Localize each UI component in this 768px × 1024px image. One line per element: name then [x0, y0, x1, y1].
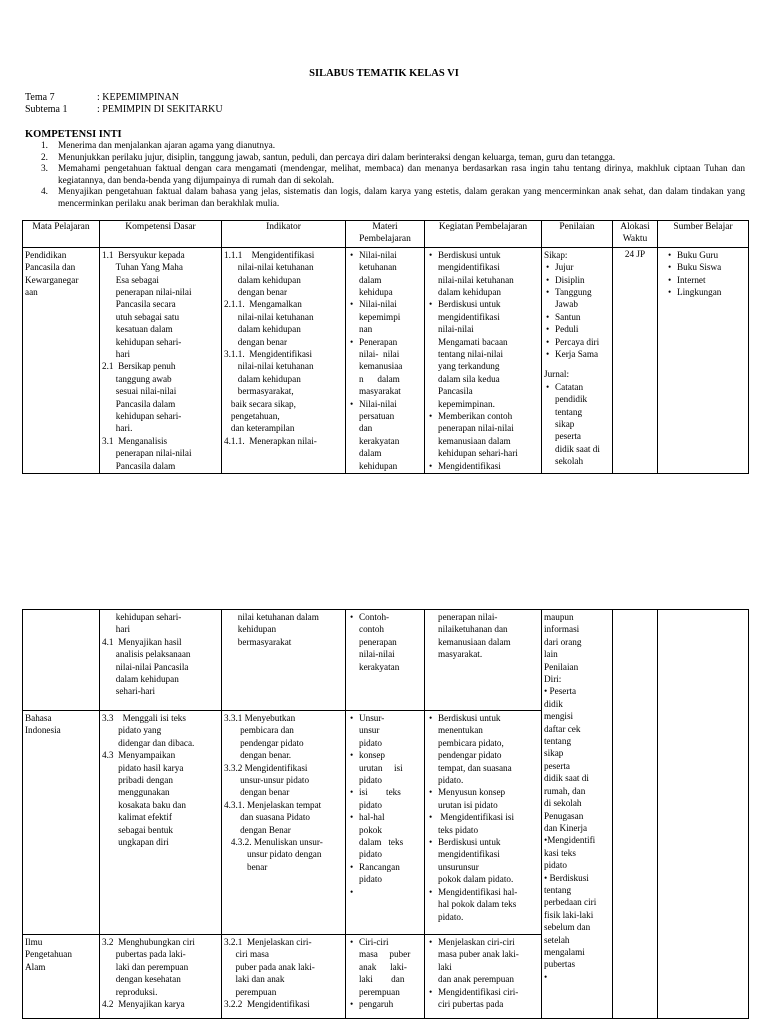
text-line: Ilmu: [25, 937, 43, 947]
text-line: analisis pelaksanaan: [102, 649, 191, 660]
cell-indikator: [222, 610, 346, 711]
list-item: laki: [438, 961, 452, 972]
list-item: menentukan: [438, 725, 483, 736]
list-item: kepemimpinan.: [438, 398, 495, 409]
text-line: laki dan perempuan: [102, 961, 189, 972]
text-line: sesuai nilai-nilai: [102, 386, 177, 397]
text-line: maupun: [544, 612, 574, 622]
bullet-group: [348, 712, 422, 749]
list-item: urutan isi: [359, 762, 403, 773]
text-line: 3.3 Menggali isi teks: [102, 713, 186, 723]
list-item: • Kerja Sama: [544, 348, 610, 360]
text-line: di sekolah: [544, 798, 582, 809]
text-line: 2.1 Bersikap penuh: [102, 361, 176, 372]
cell-indikator: [222, 935, 346, 1019]
text-line: didengar dan dibaca.: [102, 737, 195, 748]
cell-mapel: [23, 247, 100, 473]
text-line: Pancasila dalam: [102, 460, 176, 471]
text-line: tentang: [544, 884, 572, 895]
text-line: mengisi: [544, 711, 574, 722]
text-line: Esa sebagai: [102, 274, 159, 285]
list-item: • Memberikan contoh: [427, 410, 539, 422]
text-line: kehidupan sehari-: [102, 411, 182, 422]
list-item: dalam sila kedua: [438, 373, 500, 384]
text-line: kemanusiaan dalam: [438, 636, 511, 647]
bullet-group: [348, 749, 422, 786]
bullet-group: [427, 786, 539, 811]
header-mata-pelajaran: Mata Pelajaran: [23, 221, 100, 248]
list-item: Mengamati bacaan: [438, 336, 508, 347]
text-line: lain: [544, 649, 558, 660]
header-kegiatan: Kegiatan Pembelajaran: [425, 221, 542, 248]
text-line: nilai-nilai Pancasila: [102, 661, 189, 672]
list-item: unsur: [359, 725, 380, 736]
bullet-group: [348, 936, 422, 998]
text-line: nilai-nilai ketuhanan: [224, 311, 314, 322]
text-line: 3.2 Menghubungkan ciri: [102, 937, 195, 947]
list-item: persatuan: [359, 411, 395, 422]
list-item: ketuhanan: [359, 262, 397, 273]
text-line: informasi: [544, 624, 580, 635]
text-line: rumah, dan: [544, 785, 586, 796]
list-item: • Penerapan: [348, 336, 422, 348]
text-line: Indonesia: [25, 725, 61, 736]
text-line: 1.1 Bersyukur kepada: [102, 249, 185, 260]
text-line: 3.1.1. Mengidentifikasi: [224, 349, 313, 359]
text-line: dengan kesehatan: [102, 974, 181, 985]
list-item: tentang nilai-nilai: [438, 349, 504, 359]
list-item: penerapan nilai-nilai: [438, 423, 514, 434]
text-line: kehidupan: [224, 624, 277, 635]
list-item: nilai-nilai ketuhanan: [438, 274, 514, 285]
text-line: perbedaan ciri: [544, 897, 597, 908]
text-line: unsur-unsur pidato: [224, 775, 310, 786]
text-line: penerapan nilai-nilai: [102, 286, 192, 297]
cell-kegiatan: [425, 711, 542, 935]
text-line: 2.1.1. Mengamalkan: [224, 299, 302, 310]
text-line: kehidupan sehari-: [102, 612, 182, 622]
text-line: dan Kinerja: [544, 822, 588, 833]
list-item: • Nilai-nilai: [348, 298, 422, 310]
cell-indikator: [222, 711, 346, 935]
text-line: bermasyarakat,: [224, 386, 294, 397]
text-line: Penugasan: [544, 810, 584, 821]
list-item: • Buku Siswa: [666, 261, 746, 273]
text-line: Diri:: [544, 674, 562, 685]
list-item: teks pidato: [438, 824, 479, 835]
list-item: pidato.: [438, 775, 464, 786]
text-line: 4.1.1. Menerapkan nilai-: [224, 435, 317, 446]
cell-mapel: [23, 935, 100, 1019]
text-line: dalam kehidupan: [224, 373, 301, 384]
cell-materi: [346, 935, 425, 1019]
cell-penilaian: [542, 610, 613, 1019]
page-title: SILABUS TEMATIK KELAS VI: [309, 68, 459, 79]
bullet-group: [348, 298, 422, 335]
list-item: • Lingkungan: [666, 286, 746, 298]
meta-subtema: Subtema 1 : PEMIMPIN DI SEKITARKU: [25, 104, 223, 115]
text-line: ungkapan diri: [102, 837, 169, 848]
list-item: kerakyatan: [359, 435, 400, 446]
text-line: dan suasana Pidato: [224, 812, 310, 823]
text-line: Pancasila secara: [102, 299, 176, 310]
text-line: hari: [102, 349, 131, 359]
list-item: • Santun: [544, 311, 610, 323]
text-line: setelah: [544, 934, 570, 945]
text-line: utuh sebagai satu: [102, 311, 180, 322]
list-item: 3. Memahami pengetahuan faktual dengan cara mengamati (mendengar, melihat, membaca) dan menanya berdasarkan rasa ingin tahu tentang dirinya, makhluk ciptaan Tuhan dan kegiatannya, dan benda-benda yang dijumpainya di rumah dan di sekolah.: [41, 164, 745, 186]
text-line: kehidupan sehari-: [102, 336, 182, 347]
text-line: nilai-nilai ketuhanan: [224, 262, 314, 273]
list-item: kemanusiaa: [359, 361, 403, 372]
table-row: [23, 610, 749, 711]
text-line: pengetahuan,: [224, 411, 280, 422]
text-line: 4.3.2. Menuliskan unsur-: [224, 837, 323, 848]
cell-alokasi: [613, 610, 658, 1019]
list-item: dalam: [359, 448, 382, 459]
list-item: pembicara pidato,: [438, 737, 504, 748]
text-line: 4.3.1. Menjelaskan tempat: [224, 799, 322, 810]
text-line: 4.2 Menyajikan karya: [102, 999, 185, 1010]
bullet-group: [427, 986, 539, 1011]
text-line: dalam kehidupan: [224, 274, 301, 285]
text-line: penerapan nilai-nilai: [102, 448, 192, 459]
list-item: ciri pubertas pada: [438, 999, 504, 1010]
cell-indikator: [222, 247, 346, 473]
text-line: dengan benar.: [224, 750, 292, 761]
list-item: dalam kehidupan: [438, 286, 502, 297]
text-line: • Berdiskusi: [544, 872, 589, 883]
text-line: dalam kehidupan: [224, 324, 301, 335]
text-line: masyarakat.: [438, 649, 483, 660]
bullet-group: [427, 460, 539, 472]
text-line: pubertas: [544, 959, 576, 970]
bullet-group: [427, 712, 539, 786]
list-item: kehidupa: [359, 286, 393, 297]
list-item: • Mengidentifikasi isi: [427, 811, 539, 823]
text-line: dan keterampilan: [224, 423, 295, 434]
list-item: contoh: [359, 624, 385, 635]
text-line: kesatuan dalam: [102, 324, 173, 335]
text-line: 3.1 Menganalisis: [102, 435, 168, 446]
list-item: pidato: [359, 775, 382, 786]
text-line: • Peserta: [544, 686, 577, 697]
bullet-group: [348, 336, 422, 398]
text-line: bermasyarakat: [224, 636, 292, 647]
cell-kegiatan: [425, 610, 542, 711]
list-item: dan anak perempuan: [438, 974, 515, 985]
list-item: • Menjelaskan ciri-ciri: [427, 936, 539, 948]
silabus-table-2: [22, 609, 749, 1019]
list-item: • Mengidentifikasi ciri-: [427, 986, 539, 998]
text-line: 3.3.2 Mengidentifikasi: [224, 762, 308, 773]
text-line: ciri masa: [224, 949, 269, 960]
bullet-group: [427, 836, 539, 886]
text-line: Kewarganegar: [25, 274, 79, 285]
cell-materi: [346, 247, 425, 473]
text-line: kalimat efektif: [102, 812, 172, 823]
bullet-group: [348, 861, 422, 886]
list-item: • Internet: [666, 274, 746, 286]
list-item: urutan isi pidato: [438, 799, 498, 810]
text-line: unsur pidato dengan: [224, 849, 322, 860]
cell-penilaian: Sikap: • Jujur • Disiplin • Tanggung Jawab • Santun • Peduli • Percaya diri • Kerja Sama Jurnal: • Catatan pendidik tentang sikap peserta didik saat di sekolah: [542, 247, 613, 473]
text-line: perempuan: [224, 986, 277, 997]
text-line: baik secara sikap,: [224, 398, 296, 409]
text-line: sehari-hari: [102, 686, 156, 697]
bullet-group: [348, 398, 422, 472]
list-item: dalam: [359, 274, 382, 285]
text-line: puber pada anak laki-: [224, 961, 315, 972]
text-line: benar: [224, 861, 268, 872]
meta-tema: Tema 7 : KEPEMIMPINAN: [25, 92, 179, 103]
list-item: • Jujur: [544, 261, 610, 273]
list-item: • Berdiskusi untuk: [427, 298, 539, 310]
cell-alokasi: 24 JP: [613, 247, 658, 473]
list-item: kemanusiaan dalam: [438, 435, 511, 446]
header-indikator: Indikator: [222, 221, 346, 248]
list-item: • hal-hal: [348, 811, 422, 823]
text-line: pidato: [544, 860, 567, 871]
cell-kegiatan: [425, 935, 542, 1019]
text-line: hari.: [102, 423, 133, 434]
list-item: laki dan: [359, 974, 405, 985]
text-line: reproduksi.: [102, 986, 158, 997]
text-line: tentang: [544, 736, 572, 747]
list-item: unsurunsur: [438, 861, 479, 872]
list-item: pidato.: [438, 911, 464, 922]
text-line: pendengar pidato: [224, 737, 304, 748]
list-item: pidato: [359, 874, 382, 885]
bullet-group: [348, 249, 422, 299]
kompetensi-inti-list: [25, 141, 745, 210]
list-item: • Berdiskusi untuk: [427, 712, 539, 724]
text-line: 4.3 Menyampaikan: [102, 750, 176, 761]
list-item: • Berdiskusi untuk: [427, 836, 539, 848]
text-line: dalam kehidupan: [102, 674, 179, 685]
cell-sumber: [658, 247, 749, 473]
text-line: mengalami: [544, 946, 585, 957]
bullet-group: [427, 811, 539, 836]
list-item: • Berdiskusi untuk: [427, 249, 539, 261]
cell-kompetensi-dasar: [100, 610, 222, 711]
list-item: • Mengidentifikasi: [427, 460, 539, 472]
text-line: peserta: [544, 760, 571, 771]
list-item: perempuan: [359, 986, 400, 997]
text-line: laki dan anak: [224, 974, 285, 985]
text-line: pidato yang: [102, 725, 162, 736]
text-line: 3.2.2 Mengidentifikasi: [224, 999, 310, 1010]
text-line: Tuhan Yang Maha: [102, 262, 183, 273]
text-line: Penilaian: [544, 661, 579, 672]
header-kompetensi-dasar: Kompetensi Dasar: [100, 221, 222, 248]
text-line: sikap: [544, 748, 564, 759]
bullet-group: [427, 249, 539, 299]
text-line: Pendidikan: [25, 249, 67, 260]
list-item: • Mengidentifikasi hal-: [427, 886, 539, 898]
list-item: • Peduli: [544, 323, 610, 335]
list-item: mengidentifikasi: [438, 849, 500, 860]
list-item: • isi teks: [348, 786, 422, 798]
text-line: aan: [25, 286, 38, 297]
text-line: hari: [102, 624, 131, 635]
list-item: 1. Menerima dan menjalankan ajaran agama yang dianutnya.: [41, 141, 276, 151]
header-sumber-belajar: Sumber Belajar: [658, 221, 749, 248]
text-line: Pengetahuan: [25, 949, 72, 960]
text-line: fisik laki-laki: [544, 909, 594, 920]
list-item: nilai-nilai: [359, 649, 395, 660]
header-alokasi-waktu: Alokasi Waktu: [613, 221, 658, 248]
text-line: Alam: [25, 961, 46, 972]
list-item: kehidupan: [359, 460, 398, 471]
list-item: anak laki-: [359, 961, 407, 972]
text-line: Bahasa: [25, 713, 52, 723]
cell-mapel: [23, 610, 100, 711]
list-item: nilai-nilai: [438, 324, 474, 335]
text-line: kosakata baku dan: [102, 799, 186, 810]
text-line: dengan benar: [224, 286, 288, 297]
cell-materi: [346, 610, 425, 711]
list-item: • Nilai-nilai: [348, 398, 422, 410]
cell-kompetensi-dasar: [100, 935, 222, 1019]
document-meta: [25, 92, 223, 116]
text-line: pembicara dan: [224, 725, 294, 736]
table-row: [23, 247, 749, 473]
text-line: nilai-nilai ketuhanan: [224, 361, 314, 372]
list-item: pidato: [359, 849, 382, 860]
list-item: • Tanggung: [544, 286, 610, 298]
text-line: dengan Benar: [224, 824, 291, 835]
bullet-group: [348, 786, 422, 811]
text-line: sebelum dan: [544, 922, 591, 933]
list-item: masyarakat: [359, 386, 401, 397]
text-line: 3.2.1 Menjelaskan ciri-: [224, 937, 312, 947]
text-line: didik: [544, 698, 563, 709]
text-line: Pancasila dan: [25, 262, 76, 273]
list-item: pidato: [359, 737, 382, 748]
bullet-group: [427, 936, 539, 986]
text-line: sebagai bentuk: [102, 824, 173, 835]
text-line: menggunakan: [102, 787, 170, 798]
list-item: • pengaruh: [348, 998, 422, 1010]
text-line: 3.3.1 Menyebutkan: [224, 713, 296, 723]
text-line: pidato hasil karya: [102, 762, 184, 773]
header-materi: Materi Pembelajaran: [346, 221, 425, 248]
list-item: tempat, dan suasana: [438, 762, 512, 773]
cell-kompetensi-dasar: [100, 711, 222, 935]
list-item: mengidentifikasi: [438, 311, 500, 322]
bullet-group: [427, 298, 539, 410]
list-item: nan: [359, 324, 373, 335]
list-item: 2. Menunjukkan perilaku jujur, disiplin, tanggung jawab, santun, peduli, dan percaya diri dalam berinteraksi dengan keluarga, teman, guru dan tetangga.: [41, 152, 616, 163]
list-item: • Catatan: [544, 381, 610, 393]
text-line: •: [544, 971, 548, 982]
list-item: • Buku Guru: [666, 249, 746, 261]
text-line: Pancasila dalam: [102, 398, 176, 409]
bullet-group: [427, 886, 539, 923]
list-item: • Contoh-: [348, 611, 422, 623]
bullet-group: [427, 410, 539, 460]
text-line: nilai ketuhanan dalam: [224, 612, 319, 622]
cell-sumber: [658, 610, 749, 1019]
list-item: kerakyatan: [359, 661, 400, 672]
text-line: pubertas pada laki-: [102, 949, 186, 960]
list-item: pendengar pidato: [438, 750, 502, 761]
list-item: dalam teks: [359, 837, 404, 848]
list-item: • Percaya diri: [544, 336, 610, 348]
list-item: penerapan: [359, 636, 397, 647]
bullet-group: [348, 811, 422, 861]
list-item: pokok: [359, 824, 382, 835]
cell-kompetensi-dasar: [100, 247, 222, 473]
kompetensi-inti-heading: KOMPETENSI INTI: [25, 129, 122, 140]
text-line: dengan benar: [224, 336, 288, 347]
list-item: pidato: [359, 799, 382, 810]
list-item: masa puber: [359, 949, 411, 960]
list-item: 4. Menyajikan pengetahuan faktual dalam bahasa yang jelas, sistematis dan logis, dalam karya yang estetis, dalam gerakan yang mencerminkan anak sehat, dan dalam tindakan yang mencerminkan perilaku anak beriman dan berakhlak mulia.: [41, 187, 745, 209]
list-item: kehidupan sehari-hari: [438, 448, 518, 459]
list-item: masa puber anak laki-: [438, 949, 519, 960]
text-line: 4.1 Menyajikan hasil: [102, 636, 182, 647]
list-item: kepemimpi: [359, 311, 401, 322]
list-item: Pancasila: [438, 386, 473, 397]
list-item: pokok dalam pidato.: [438, 874, 514, 885]
list-item: • Unsur-: [348, 712, 422, 724]
list-item: • konsep: [348, 749, 422, 761]
text-line: penerapan nilai-: [438, 612, 498, 622]
text-line: daftar cek: [544, 723, 581, 734]
text-line: didik saat di: [544, 773, 589, 784]
list-item: • Rancangan: [348, 861, 422, 873]
list-item: nilai- nilai: [359, 349, 400, 359]
text-line: 1.1.1 Mengidentifikasi: [224, 249, 315, 260]
text-line: dari orang: [544, 636, 582, 647]
cell-kegiatan: [425, 247, 542, 473]
list-item: mengidentifikasi: [438, 262, 500, 273]
list-item: • Ciri-ciri: [348, 936, 422, 948]
list-item: dan: [359, 423, 373, 434]
text-line: tanggung awab: [102, 373, 172, 384]
text-line: •Mengidentifi: [544, 835, 596, 846]
cell-materi: [346, 711, 425, 935]
text-line: nilaiketuhanan dan: [438, 624, 508, 635]
cell-mapel: [23, 711, 100, 935]
table-header-row: [23, 221, 749, 248]
text-line: kasi teks: [544, 847, 576, 858]
list-item: yang terkandung: [438, 361, 500, 372]
text-line: pribadi dengan: [102, 775, 173, 786]
list-item: • Disiplin: [544, 274, 610, 286]
list-item: hal pokok dalam teks: [438, 899, 517, 910]
list-item: • Nilai-nilai: [348, 249, 422, 261]
text-line: dengan benar: [224, 787, 290, 798]
list-item: • Menyusun konsep: [427, 786, 539, 798]
bullet-group: [348, 998, 422, 1010]
silabus-table-1: [22, 220, 749, 474]
header-penilaian: Penilaian: [542, 221, 613, 248]
list-item: n dalam: [359, 373, 400, 384]
